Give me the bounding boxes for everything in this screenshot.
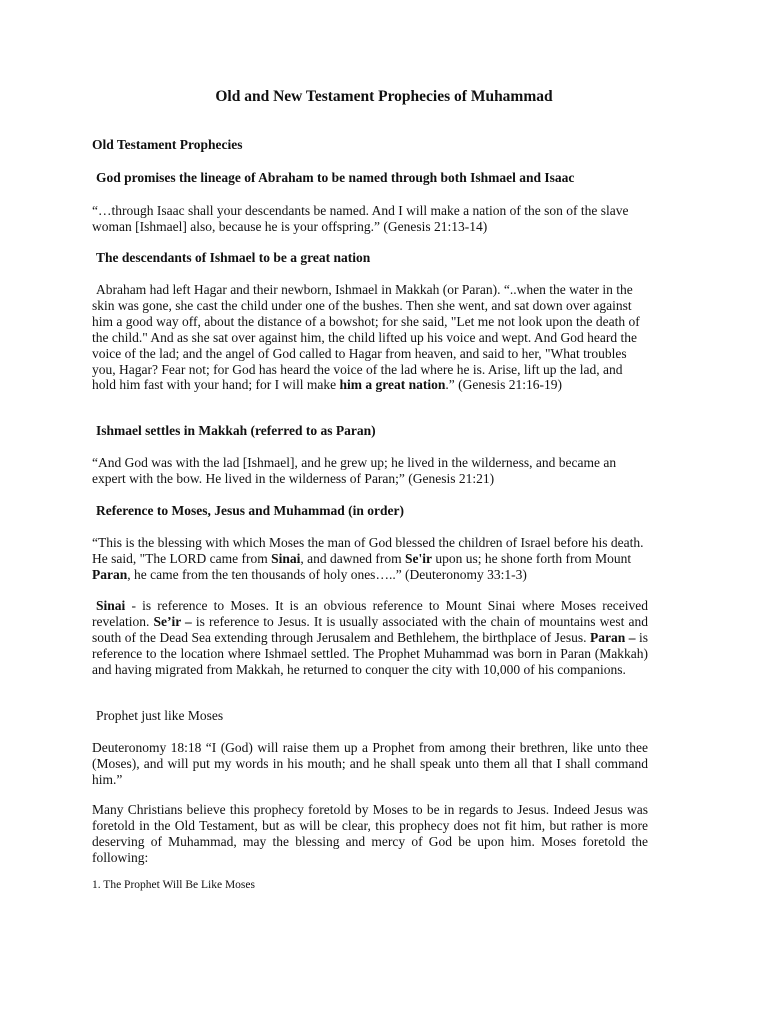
bold-sinai: Sinai	[96, 598, 126, 613]
paragraph-sinai-seir-paran	[92, 598, 648, 678]
bold-paran: Paran –	[590, 629, 636, 645]
paragraph-hagar-text-a: Abraham had left Hagar and their newborn, Ishmael in Makkah (or Paran). “..when the water in the skin was gone, she cast the child under one of the bushes. Then she went, and sat down over against him a good way off, about the distance of a bowshot; for she said, "Let me not look upon the death of the child." And as she sat over against him, the child lifted up his voice and wept. And God heard the voice of the lad; and the angel of God called to Hagar from heaven, and said to her, "What troubles you, Hagar? Fear not; for God has heard the voice of the lad where he is. Arise, lift up the lad, and hold him fast with your hand; for I will make	[92, 282, 640, 393]
paragraph-hagar	[92, 282, 648, 393]
paragraph-christians-believe: Many Christians believe this prophecy foretold by Moses to be in regards to Jesus. Indeed Jesus was foretold in the Old Testament, but as will be clear, this prophecy does not fit him, but rather is more deserving of Muhammad, may the blessing and mercy of God be upon him. Moses foretold the following:	[92, 802, 648, 865]
quote-text: upon us; he shone forth from Mount	[431, 550, 632, 566]
paragraph-hagar-text-b: .” (Genesis 21:16-19)	[445, 377, 562, 393]
heading-great-nation: The descendants of Ishmael to be a great nation	[96, 250, 371, 265]
quote-text: , he came from the ten thousands of holy ones…..” (Deuteronomy 33:1-3)	[127, 566, 527, 582]
list-item-1: 1. The Prophet Will Be Like Moses	[92, 879, 255, 891]
heading-lineage: God promises the lineage of Abraham to be named through both Ishmael and Isaac	[96, 170, 575, 185]
heading-moses-jesus-muhammad: Reference to Moses, Jesus and Muhammad (in order)	[96, 503, 404, 518]
heading-ishmael-makkah: Ishmael settles in Makkah (referred to as Paran)	[96, 423, 376, 438]
bold-great-nation: him a great nation	[339, 377, 446, 393]
bold-seir: Se'ir	[404, 550, 432, 566]
quote-genesis-21-21: “And God was with the lad [Ishmael], and he grew up; he lived in the wilderness, and became an expert with the bow. He lived in the wilderness of Paran;” (Genesis 21:21)	[92, 455, 617, 486]
page-title: Old and New Testament Prophecies of Muhammad	[215, 88, 553, 105]
paragraph-text: is reference to Jesus. It is usually associated with the chain of mountains west and south of the Dead Sea extending through Jerusalem and Bethlehem, the birthplace of Jesus.	[92, 613, 648, 645]
quote-deuteronomy-33	[92, 535, 648, 583]
quote-text: “This is the blessing with which Moses the man of God blessed the children of Israel before his death. He said, "The LORD came from	[92, 535, 644, 566]
bold-seir: Se’ir –	[153, 613, 192, 629]
paragraph-text: is reference to the location where Ishmael settled. The Prophet Muhammad was born in Paran (Makkah) and having migrated from Makkah, he returned to conquer the city with 10,000 of his companions.	[92, 629, 648, 677]
heading-prophet-like-moses: Prophet just like Moses	[96, 708, 224, 723]
quote-deuteronomy-18: Deuteronomy 18:18 “I (God) will raise them up a Prophet from among their brethren, like unto thee (Moses), and will put my words in his mouth; and he shall speak unto them all that I shall command him.”	[92, 740, 648, 787]
paragraph-text: - is reference to Moses. It is an obvious reference to Mount Sinai where Moses received revelation.	[92, 598, 648, 629]
section-heading-old-testament: Old Testament Prophecies	[92, 137, 243, 152]
quote-genesis-21-13: “…through Isaac shall your descendants be named. And I will make a nation of the son of the slave woman [Ishmael] also, because he is your offspring.” (Genesis 21:13-14)	[92, 203, 629, 234]
bold-sinai: Sinai	[271, 550, 301, 566]
bold-paran: Paran	[92, 566, 128, 582]
quote-text: , and dawned from	[300, 550, 405, 566]
